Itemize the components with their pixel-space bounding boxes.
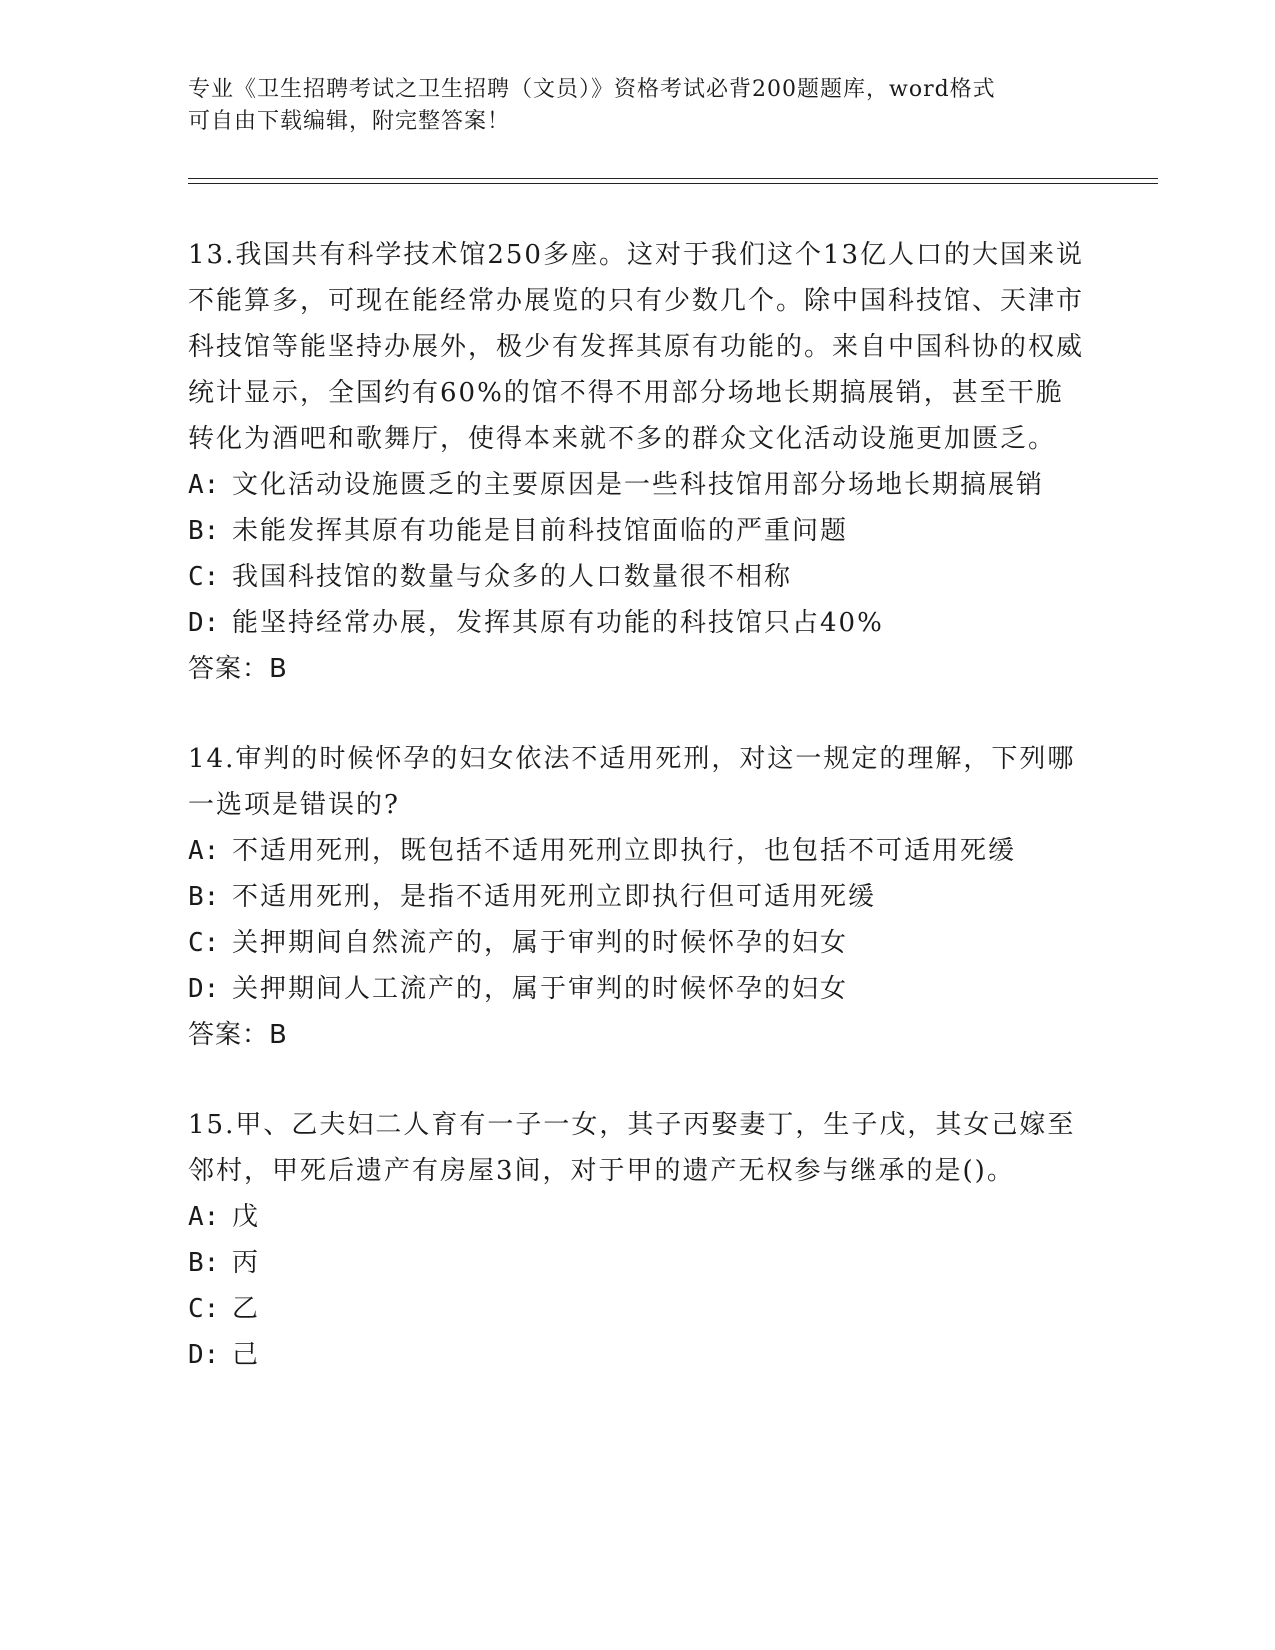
header-line-2: 可自由下载编辑，附完整答案！ — [188, 109, 511, 134]
option-letter: D: — [188, 974, 220, 1004]
option-text: 乙 — [232, 1294, 261, 1324]
question-stem: 15.甲、乙夫妇二人育有一子一女，其子丙娶妻丁，生子戊，其女己嫁至邻村，甲死后遗产有房屋3间，对于甲的遗产无权参与继承的是()。 — [188, 1110, 1076, 1186]
option-letter: A: — [188, 470, 220, 500]
option-letter: D: — [188, 1340, 220, 1370]
option-text: 关押期间人工流产的，属于审判的时候怀孕的妇女 — [232, 974, 849, 1004]
option-text: 关押期间自然流产的，属于审判的时候怀孕的妇女 — [232, 928, 849, 958]
question-list — [188, 232, 1088, 1422]
option-letter: C: — [188, 562, 220, 592]
option-text: 能坚持经常办展，发挥其原有功能的科技馆只占40% — [232, 608, 884, 638]
option-b — [188, 508, 1088, 554]
option-a — [188, 1194, 1088, 1240]
option-text: 我国科技馆的数量与众多的人口数量很不相称 — [232, 562, 793, 592]
option-a — [188, 828, 1088, 874]
answer-line: 答案：B — [188, 654, 288, 684]
option-text: 文化活动设施匮乏的主要原因是一些科技馆用部分场地长期搞展销 — [232, 470, 1045, 500]
option-letter: C: — [188, 1294, 220, 1324]
option-letter: D: — [188, 608, 220, 638]
option-letter: B: — [188, 516, 220, 546]
option-d — [188, 966, 1088, 1012]
option-d — [188, 600, 1088, 646]
option-b — [188, 874, 1088, 920]
option-text: 丙 — [232, 1248, 261, 1278]
option-letter: A: — [188, 1202, 220, 1232]
option-letter: B: — [188, 882, 220, 912]
header-line-1: 专业《卫生招聘考试之卫生招聘（文员）》资格考试必背200题题库，word格式 — [188, 77, 996, 102]
option-c — [188, 554, 1088, 600]
option-letter: A: — [188, 836, 220, 866]
question-stem: 13.我国共有科学技术馆250多座。这对于我们这个13亿人口的大国来说不能算多，可现在能经常办展览的只有少数几个。除中国科技馆、天津市科技馆等能坚持办展外，极少有发挥其原有功能的。来自中国科协的权威统计显示，全国约有60%的馆不得不用部分场地长期搞展销，甚至干脆转化为酒吧和歌舞厅，使得本来就不多的群众文化活动设施更加匮乏。 — [188, 240, 1085, 454]
option-text: 戊 — [232, 1202, 261, 1232]
option-letter: C: — [188, 928, 220, 958]
option-text: 己 — [232, 1340, 261, 1370]
option-c — [188, 920, 1088, 966]
option-text: 不适用死刑，既包括不适用死刑立即执行，也包括不可适用死缓 — [232, 836, 1017, 866]
question-stem: 14.审判的时候怀孕的妇女依法不适用死刑，对这一规定的理解，下列哪一选项是错误的? — [188, 744, 1076, 820]
header-divider-bottom — [188, 183, 1158, 184]
question-13 — [188, 232, 1088, 692]
header-divider-top — [188, 178, 1158, 179]
option-d — [188, 1332, 1088, 1378]
document-header — [188, 74, 1068, 138]
option-letter: B: — [188, 1248, 220, 1278]
option-a — [188, 462, 1088, 508]
question-15 — [188, 1102, 1088, 1378]
option-text: 未能发挥其原有功能是目前科技馆面临的严重问题 — [232, 516, 849, 546]
option-b — [188, 1240, 1088, 1286]
option-text: 不适用死刑，是指不适用死刑立即执行但可适用死缓 — [232, 882, 877, 912]
question-14 — [188, 736, 1088, 1058]
option-c — [188, 1286, 1088, 1332]
answer-line: 答案：B — [188, 1020, 288, 1050]
